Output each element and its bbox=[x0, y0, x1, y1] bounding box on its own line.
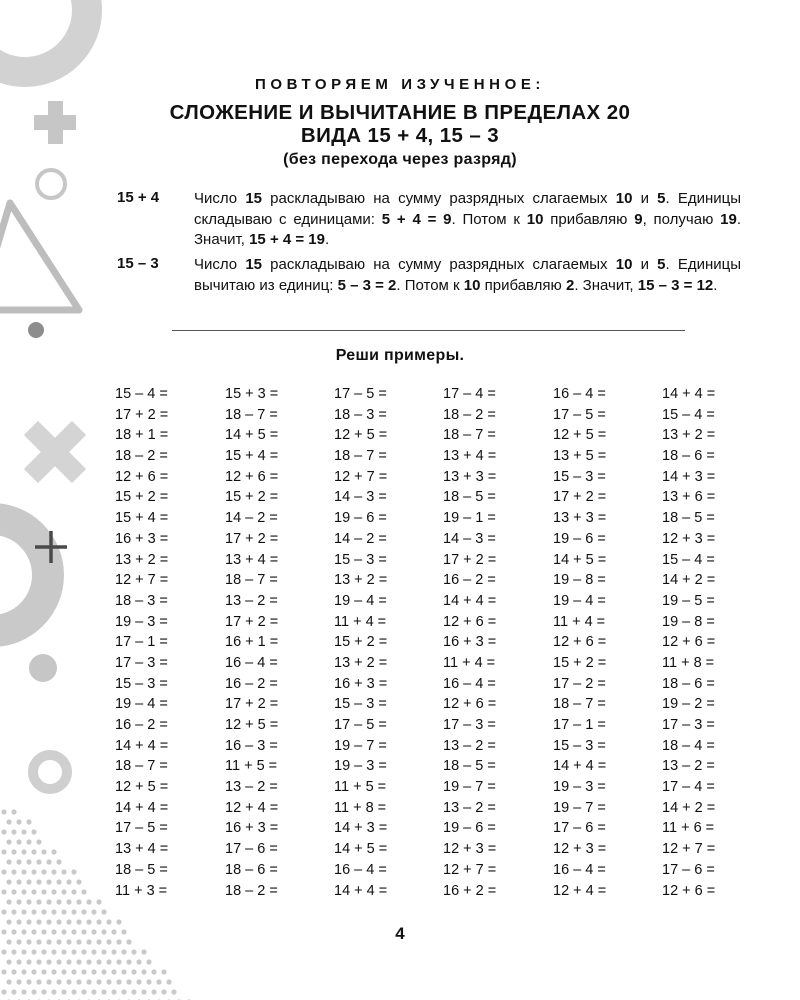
exercise-item: 15 – 3 = bbox=[115, 675, 168, 692]
exercise-item: 15 – 4 = bbox=[115, 386, 168, 402]
exercise-item: 19 – 3 = bbox=[115, 613, 168, 630]
exercise-item: 14 + 4 = bbox=[334, 882, 388, 899]
exercise-item: 19 – 7 = bbox=[443, 779, 496, 796]
exercise-item: 18 – 7 = bbox=[225, 406, 278, 423]
exercise-item: 15 – 4 = bbox=[662, 406, 715, 423]
exercise-item: 15 + 4 = bbox=[115, 510, 169, 527]
exercise-item: 18 – 2 = bbox=[443, 406, 496, 423]
exercise-item: 17 – 3 = bbox=[662, 717, 715, 733]
rule-text: Число 15 раскладываю на сумму разрядных слагаемых 10 и 5. Единицы вычитаю из единиц: 5 – 3 = 2. Потом к 10 прибавляю 2. Значит, 15 – 3 = 12. bbox=[194, 256, 741, 294]
cross-shape bbox=[7, 404, 103, 500]
exercise-item: 14 + 5 = bbox=[225, 427, 279, 444]
exercise-item: 14 + 3 = bbox=[662, 468, 716, 485]
exercise-item: 13 + 6 = bbox=[662, 489, 716, 506]
exercise-item: 19 – 4 = bbox=[334, 592, 387, 609]
exercise-item: 17 – 5 = bbox=[553, 406, 606, 423]
exercise-item: 15 – 3 = bbox=[553, 468, 606, 485]
exercise-item: 18 – 6 = bbox=[662, 448, 715, 465]
exercise-item: 11 + 4 = bbox=[334, 613, 387, 630]
exercise-item: 17 – 6 = bbox=[662, 861, 715, 878]
exercise-item: 11 + 3 = bbox=[115, 882, 168, 899]
exercise-column bbox=[115, 384, 168, 901]
rule-label: 15 + 4 bbox=[117, 189, 160, 206]
exercise-item: 18 – 7 = bbox=[443, 427, 496, 444]
exercise-item: 17 + 2 = bbox=[553, 489, 607, 506]
exercise-item: 17 + 2 = bbox=[443, 551, 497, 568]
exercise-item: 16 – 4 = bbox=[553, 861, 606, 878]
exercise-item: 13 + 4 = bbox=[225, 551, 279, 568]
exercise-item: 18 – 5 = bbox=[443, 489, 496, 506]
exercise-item: 17 + 2 = bbox=[225, 613, 279, 630]
exercise-item: 19 – 7 = bbox=[553, 799, 606, 816]
exercise-column bbox=[334, 384, 387, 901]
exercise-item: 18 – 6 = bbox=[662, 675, 715, 692]
exercise-item: 15 – 3 = bbox=[334, 551, 387, 568]
exercise-column bbox=[553, 384, 606, 901]
exercise-item: 12 + 3 = bbox=[553, 841, 607, 858]
exercise-item: 14 + 4 = bbox=[115, 799, 169, 816]
exercise-item: 12 + 4 = bbox=[225, 799, 279, 816]
exercise-item: 13 – 2 = bbox=[443, 737, 496, 754]
exercise-item: 14 – 3 = bbox=[334, 489, 387, 506]
exercise-item: 18 – 7 = bbox=[553, 696, 606, 713]
exercise-item: 12 + 6 = bbox=[443, 696, 497, 713]
exercise-item: 19 – 3 = bbox=[334, 758, 387, 775]
exercise-item: 19 – 4 = bbox=[553, 592, 606, 609]
exercise-item: 12 + 3 = bbox=[443, 841, 497, 858]
exercise-item: 17 – 4 = bbox=[443, 386, 496, 402]
exercise-item: 16 + 3 = bbox=[115, 530, 169, 547]
solid-circle-shape bbox=[29, 654, 57, 682]
exercise-item: 16 + 3 = bbox=[334, 675, 388, 692]
exercise-item: 12 + 5 = bbox=[225, 717, 279, 733]
exercise-item: 11 + 4 = bbox=[443, 654, 496, 671]
page-number: 4 bbox=[395, 924, 405, 943]
exercise-item: 12 + 5 = bbox=[553, 427, 607, 444]
exercise-item: 13 + 5 = bbox=[553, 448, 607, 465]
exercise-item: 11 + 4 = bbox=[553, 613, 606, 630]
exercise-item: 19 – 6 = bbox=[553, 530, 606, 547]
exercise-item: 12 + 3 = bbox=[662, 530, 716, 547]
section-kicker: ПОВТОРЯЕМ ИЗУЧЕННОЕ: bbox=[254, 76, 546, 93]
exercise-item: 13 – 2 = bbox=[443, 799, 496, 816]
exercise-item: 19 – 2 = bbox=[662, 696, 715, 713]
exercise-item: 18 – 7 = bbox=[115, 758, 168, 775]
exercise-column bbox=[225, 384, 278, 901]
page-title: СЛОЖЕНИЕ И ВЫЧИТАНИЕ В ПРЕДЕЛАХ 20 bbox=[169, 101, 631, 124]
exercise-item: 12 + 6 = bbox=[443, 613, 497, 630]
exercise-item: 16 – 4 = bbox=[443, 675, 496, 692]
exercise-item: 16 – 4 = bbox=[553, 386, 606, 402]
exercise-item: 18 – 5 = bbox=[115, 861, 168, 878]
exercise-item: 16 – 2 = bbox=[443, 572, 496, 589]
exercise-item: 17 – 3 = bbox=[115, 654, 168, 671]
exercise-item: 17 – 6 = bbox=[553, 820, 606, 837]
exercise-item: 15 – 3 = bbox=[334, 696, 387, 713]
exercise-item: 19 – 4 = bbox=[115, 696, 168, 713]
small-ring-shape bbox=[37, 170, 65, 198]
exercise-item: 14 + 2 = bbox=[662, 799, 716, 816]
exercise-item: 13 + 2 = bbox=[662, 427, 716, 444]
triangle-shape bbox=[0, 203, 79, 310]
exercise-item: 19 – 7 = bbox=[334, 737, 387, 754]
exercise-item: 12 + 6 = bbox=[662, 882, 716, 899]
exercise-item: 15 + 2 = bbox=[115, 489, 169, 506]
exercise-item: 12 + 6 = bbox=[115, 468, 169, 485]
exercise-item: 19 – 5 = bbox=[662, 592, 715, 609]
exercise-item: 13 + 3 = bbox=[443, 468, 497, 485]
rule-label: 15 – 3 bbox=[117, 255, 159, 272]
exercise-item: 16 – 2 = bbox=[225, 675, 278, 692]
exercise-item: 14 – 2 = bbox=[334, 530, 387, 547]
exercise-item: 16 – 4 = bbox=[334, 861, 387, 878]
exercise-item: 15 + 2 = bbox=[225, 489, 279, 506]
exercise-item: 11 + 8 = bbox=[334, 799, 387, 816]
medium-ring-shape bbox=[33, 755, 67, 789]
exercise-item: 12 + 5 = bbox=[334, 427, 388, 444]
exercise-item: 18 – 7 = bbox=[225, 572, 278, 589]
exercise-item: 12 + 5 = bbox=[115, 779, 169, 796]
exercise-item: 17 – 5 = bbox=[334, 717, 387, 733]
exercise-item: 18 – 7 = bbox=[334, 448, 387, 465]
exercise-item: 17 – 1 = bbox=[115, 634, 168, 651]
exercise-item: 14 + 5 = bbox=[553, 551, 607, 568]
exercise-item: 15 + 3 = bbox=[225, 386, 279, 402]
exercise-item: 18 – 5 = bbox=[443, 758, 496, 775]
exercise-item: 19 – 8 = bbox=[662, 613, 715, 630]
exercise-item: 14 – 2 = bbox=[225, 510, 278, 527]
exercise-item: 14 – 3 = bbox=[443, 530, 496, 547]
exercise-item: 19 – 6 = bbox=[334, 510, 387, 527]
exercise-item: 14 + 5 = bbox=[334, 841, 388, 858]
exercise-item: 12 + 7 = bbox=[443, 861, 497, 878]
big-ring-shape bbox=[0, 519, 48, 631]
exercise-item: 16 + 1 = bbox=[225, 634, 279, 651]
exercise-item: 15 – 3 = bbox=[553, 737, 606, 754]
exercise-item: 17 + 2 = bbox=[115, 406, 169, 423]
exercise-item: 11 + 8 = bbox=[662, 654, 715, 671]
exercise-item: 17 – 4 = bbox=[662, 779, 715, 796]
exercise-item: 12 + 6 = bbox=[553, 634, 607, 651]
exercise-item: 14 + 2 = bbox=[662, 572, 716, 589]
exercise-item: 11 + 5 = bbox=[334, 779, 387, 796]
exercise-item: 17 – 5 = bbox=[334, 386, 387, 402]
dot-shape bbox=[28, 322, 44, 338]
exercise-item: 15 – 4 = bbox=[662, 551, 715, 568]
exercise-item: 18 – 3 = bbox=[334, 406, 387, 423]
exercise-item: 12 + 7 = bbox=[662, 841, 716, 858]
exercise-item: 18 – 4 = bbox=[662, 737, 715, 754]
exercise-item: 13 + 2 = bbox=[115, 551, 169, 568]
exercise-item: 18 – 2 = bbox=[115, 448, 168, 465]
exercise-item: 18 – 3 = bbox=[115, 592, 168, 609]
exercise-item: 14 + 4 = bbox=[115, 737, 169, 754]
task-title: Реши примеры. bbox=[335, 347, 465, 364]
exercise-item: 13 – 2 = bbox=[225, 779, 278, 796]
exercise-item: 19 – 8 = bbox=[553, 572, 606, 589]
exercise-item: 17 – 2 = bbox=[553, 675, 606, 692]
exercise-item: 15 + 2 = bbox=[334, 634, 388, 651]
exercise-item: 13 + 4 = bbox=[115, 841, 169, 858]
exercise-item: 12 + 6 = bbox=[225, 468, 279, 485]
exercise-item: 16 + 3 = bbox=[225, 820, 279, 837]
exercise-item: 19 – 1 = bbox=[443, 510, 496, 527]
exercise-item: 19 – 3 = bbox=[553, 779, 606, 796]
exercise-item: 16 – 2 = bbox=[115, 717, 168, 733]
exercise-item: 17 – 6 = bbox=[225, 841, 278, 858]
exercise-item: 12 + 4 = bbox=[553, 882, 607, 899]
exercise-item: 16 – 3 = bbox=[225, 737, 278, 754]
divider bbox=[172, 330, 685, 331]
exercise-item: 11 + 6 = bbox=[662, 820, 715, 837]
exercise-item: 13 + 4 = bbox=[443, 448, 497, 465]
exercise-item: 17 + 2 = bbox=[225, 530, 279, 547]
page-subtitle: (без перехода через разряд) bbox=[283, 151, 517, 168]
ring-shape bbox=[0, 0, 87, 72]
exercise-item: 14 + 4 = bbox=[553, 758, 607, 775]
exercise-column bbox=[443, 384, 496, 901]
exercise-item: 11 + 5 = bbox=[225, 758, 278, 775]
exercise-item: 17 – 3 = bbox=[443, 717, 496, 733]
exercise-item: 14 + 4 = bbox=[662, 386, 716, 402]
rule-text: Число 15 раскладываю на сумму разрядных слагаемых 10 и 5. Единицы складываю с единицами: 5 + 4 = 9. Потом к 10 прибавляю 9, получаю 19. Значит, 15 + 4 = 19. bbox=[194, 190, 741, 248]
exercise-item: 15 + 2 = bbox=[553, 654, 607, 671]
exercise-item: 18 – 5 = bbox=[662, 510, 715, 527]
exercise-item: 13 – 2 = bbox=[225, 592, 278, 609]
exercise-item: 13 + 2 = bbox=[334, 572, 388, 589]
exercise-item: 16 + 3 = bbox=[443, 634, 497, 651]
exercise-item: 12 + 7 = bbox=[115, 572, 169, 589]
exercise-column bbox=[662, 384, 715, 901]
exercise-item: 18 – 6 = bbox=[225, 861, 278, 878]
exercise-item: 17 – 5 = bbox=[115, 820, 168, 837]
exercise-item: 12 + 6 = bbox=[662, 634, 716, 651]
exercise-item: 17 + 2 = bbox=[225, 696, 279, 713]
exercise-item: 14 + 4 = bbox=[443, 592, 497, 609]
exercise-item: 15 + 4 = bbox=[225, 448, 279, 465]
exercise-item: 18 + 1 = bbox=[115, 427, 169, 444]
exercise-item: 19 – 6 = bbox=[443, 820, 496, 837]
exercise-item: 13 + 3 = bbox=[553, 510, 607, 527]
exercise-item: 17 – 1 = bbox=[553, 717, 606, 733]
exercise-item: 16 + 2 = bbox=[443, 882, 497, 899]
page-title-line2: ВИДА 15 + 4, 15 – 3 bbox=[300, 124, 500, 147]
exercise-item: 16 – 4 = bbox=[225, 654, 278, 671]
exercise-item: 12 + 7 = bbox=[334, 468, 388, 485]
exercise-item: 13 – 2 = bbox=[662, 758, 715, 775]
exercise-item: 14 + 3 = bbox=[334, 820, 388, 837]
exercise-item: 13 + 2 = bbox=[334, 654, 388, 671]
exercise-item: 18 – 2 = bbox=[225, 882, 278, 899]
